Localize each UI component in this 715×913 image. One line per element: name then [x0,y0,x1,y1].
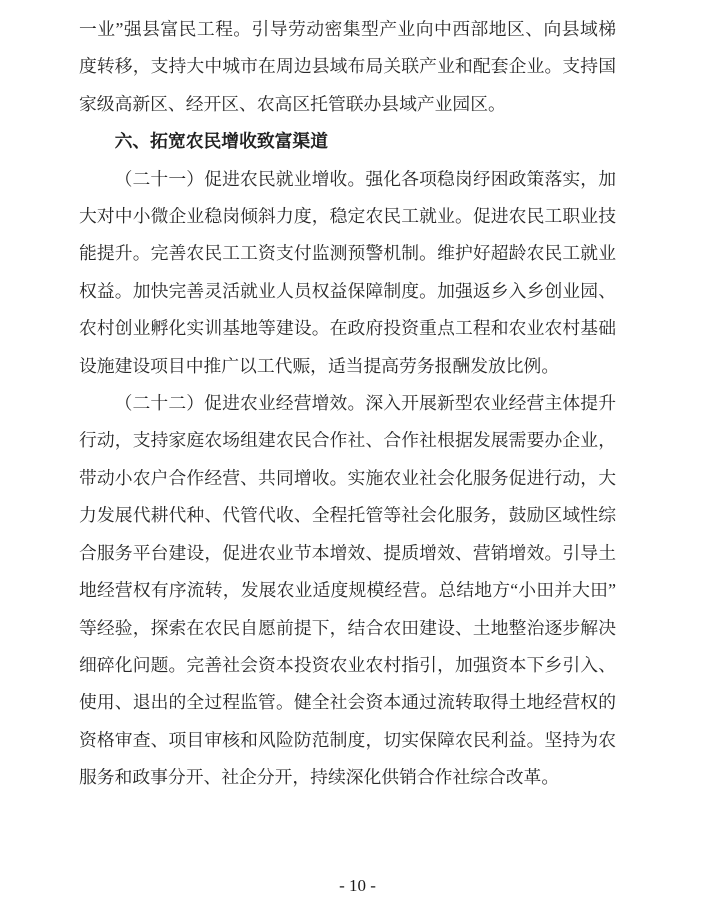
paragraph-continuation: 一业”强县富民工程。引导劳动密集型产业向中西部地区、向县域梯度转移，支持大中城市在周边县域布局关联产业和配套企业。支持国家级高新区、经开区、农高区托管联办县域产业园区。 [79,19,616,114]
document-body [79,11,616,797]
section-heading: 六、拓宽农民增收致富渠道 [114,131,328,152]
paragraph-22: （二十二）促进农业经营增效。深入开展新型农业经营主体提升行动，支持家庭农场组建农民合作社、合作社根据发展需要办企业，带动小农户合作经营、共同增收。实施农业社会化服务促进行动，大力发展代耕代种、代管代收、全程托管等社会化服务，鼓励区域性综合服务平台建设，促进农业节本增效、提质增效、营销增效。引导土地经营权有序流转，发展农业适度规模经营。总结地方“小田并大田”等经验，探索在农民自愿前提下，结合农田建设、土地整治逐步解决细碎化问题。完善社会资本投资农业农村指引，加强资本下乡引入、使用、退出的全过程监管。健全社会资本通过流转取得土地经营权的资格审查、项目审核和风险防范制度，切实保障农民利益。坚持为农服务和政事分开、社企分开，持续深化供销合作社综合改革。 [79,393,616,788]
page-number: - 10 - [339,876,376,895]
paragraph-21: （二十一）促进农民就业增收。强化各项稳岗纾困政策落实，加大对中小微企业稳岗倾斜力度，稳定农民工就业。促进农民工职业技能提升。完善农民工工资支付监测预警机制。维护好超龄农民工就业权益。加快完善灵活就业人员权益保障制度。加强返乡入乡创业园、农村创业孵化实训基地等建设。在政府投资重点工程和农业农村基础设施建设项目中推广以工代赈，适当提高劳务报酬发放比例。 [79,168,616,376]
